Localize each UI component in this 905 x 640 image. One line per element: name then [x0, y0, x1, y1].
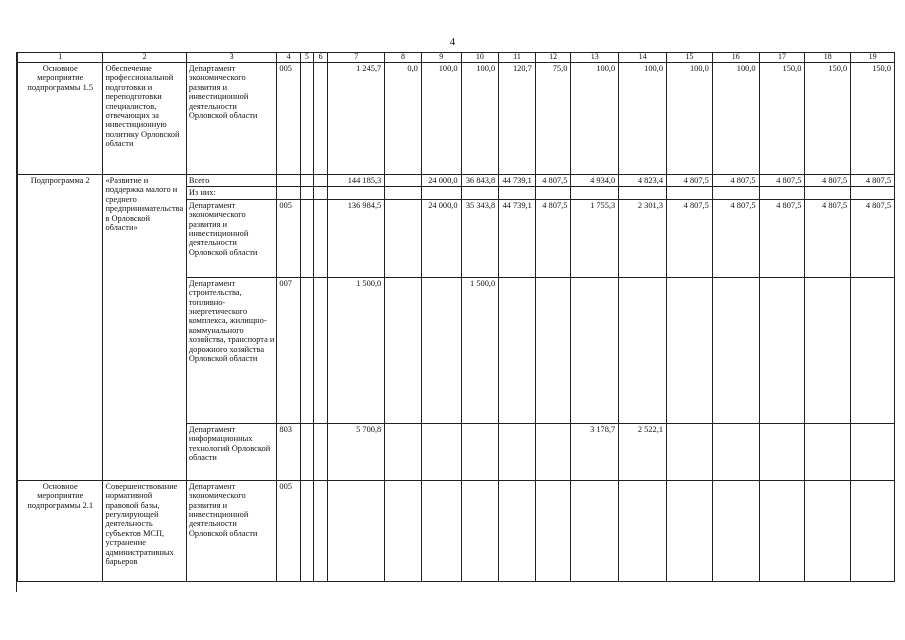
- column-header: 15: [667, 53, 713, 63]
- value-cell: 150,0: [759, 62, 805, 174]
- value-cell: 5 700,8: [328, 423, 385, 480]
- value-cell: 4 807,5: [667, 174, 713, 186]
- value-cell: [385, 199, 422, 277]
- value-cell: [619, 277, 667, 423]
- value-cell: [421, 187, 461, 199]
- value-cell: [712, 423, 759, 480]
- page-number: 4: [449, 36, 456, 48]
- executor-cell: Департамент строительства, топливно-энергетического комплекса, жилищно-коммунального хозяйства, транспорта и дорожного хозяйства Орловской области: [186, 277, 277, 423]
- value-cell: 35 343,8: [461, 199, 499, 277]
- value-cell: 2 522,1: [619, 423, 667, 480]
- column-header: 9: [421, 53, 461, 63]
- executor-cell: Департамент экономического развития и инвестиционной деятельности Орловской области: [186, 199, 277, 277]
- value-cell: [385, 174, 422, 186]
- column-header: 19: [851, 53, 895, 63]
- value-cell: [421, 480, 461, 581]
- value-cell: [712, 187, 759, 199]
- executor-cell: Департамент экономического развития и инвестиционной деятельности Орловской области: [186, 480, 277, 581]
- value-cell: [851, 187, 895, 199]
- program-cell: Основное мероприятие подпрограммы 2.1: [18, 480, 103, 581]
- value-cell: [328, 187, 385, 199]
- value-cell: [851, 423, 895, 480]
- column-header: 10: [461, 53, 499, 63]
- value-cell: [667, 277, 713, 423]
- value-cell: [759, 480, 805, 581]
- value-cell: [421, 423, 461, 480]
- value-cell: [571, 277, 619, 423]
- value-cell: 24 000,0: [421, 174, 461, 186]
- value-cell: [535, 187, 571, 199]
- program-name-cell: Совершенствование нормативной правовой базы, регулирующей деятельность субъектов МСП, устранение административных барьеров: [103, 480, 186, 581]
- column-header: 16: [712, 53, 759, 63]
- code-cell: [314, 62, 328, 174]
- value-cell: 4 807,5: [851, 174, 895, 186]
- column-header: 5: [300, 53, 313, 63]
- code-cell: [314, 480, 328, 581]
- value-cell: 4 807,5: [851, 199, 895, 277]
- value-cell: 100,0: [571, 62, 619, 174]
- executor-cell: Всего: [186, 174, 277, 186]
- value-cell: 1 500,0: [461, 277, 499, 423]
- value-cell: [851, 480, 895, 581]
- budget-table: [17, 52, 895, 582]
- value-cell: [385, 277, 422, 423]
- program-name-cell: «Развитие и поддержка малого и среднего предпринимательства в Орловской области»: [103, 174, 186, 480]
- code-cell: [300, 174, 313, 186]
- code-cell: [300, 187, 313, 199]
- executor-cell: Департамент экономического развития и инвестиционной деятельности Орловской области: [186, 62, 277, 174]
- column-header: 1: [18, 53, 103, 63]
- value-cell: 4 934,0: [571, 174, 619, 186]
- code-cell: 803: [277, 423, 300, 480]
- value-cell: [851, 277, 895, 423]
- value-cell: [421, 277, 461, 423]
- value-cell: [759, 187, 805, 199]
- code-cell: [300, 480, 313, 581]
- value-cell: [712, 277, 759, 423]
- value-cell: [571, 480, 619, 581]
- code-cell: [300, 277, 313, 423]
- value-cell: [499, 277, 536, 423]
- value-cell: 4 807,5: [535, 174, 571, 186]
- value-cell: 100,0: [712, 62, 759, 174]
- program-cell: Основное мероприятие подпрограммы 1.5: [18, 62, 103, 174]
- value-cell: [571, 187, 619, 199]
- value-cell: [461, 480, 499, 581]
- value-cell: [535, 277, 571, 423]
- code-cell: [277, 174, 300, 186]
- page-left-rule: [16, 52, 17, 592]
- value-cell: 4 807,5: [712, 174, 759, 186]
- value-cell: [499, 480, 536, 581]
- column-header: 3: [186, 53, 277, 63]
- value-cell: 1 245,7: [328, 62, 385, 174]
- column-header: 13: [571, 53, 619, 63]
- value-cell: [499, 423, 536, 480]
- value-cell: [535, 480, 571, 581]
- code-cell: [277, 187, 300, 199]
- value-cell: [499, 187, 536, 199]
- code-cell: 005: [277, 199, 300, 277]
- value-cell: 4 807,5: [759, 174, 805, 186]
- code-cell: 005: [277, 480, 300, 581]
- value-cell: [759, 423, 805, 480]
- value-cell: [619, 187, 667, 199]
- value-cell: [535, 423, 571, 480]
- value-cell: 4 807,5: [712, 199, 759, 277]
- code-cell: [300, 423, 313, 480]
- value-cell: [805, 480, 851, 581]
- column-header: 12: [535, 53, 571, 63]
- value-cell: [385, 480, 422, 581]
- value-cell: 44 739,1: [499, 174, 536, 186]
- value-cell: 1 500,0: [328, 277, 385, 423]
- value-cell: [667, 480, 713, 581]
- value-cell: [385, 423, 422, 480]
- table-row: [18, 62, 895, 174]
- value-cell: 4 807,5: [805, 174, 851, 186]
- value-cell: 120,7: [499, 62, 536, 174]
- value-cell: 150,0: [851, 62, 895, 174]
- table-row: [18, 174, 895, 186]
- code-cell: 005: [277, 62, 300, 174]
- value-cell: 150,0: [805, 62, 851, 174]
- value-cell: 4 807,5: [805, 199, 851, 277]
- value-cell: [805, 187, 851, 199]
- value-cell: 75,0: [535, 62, 571, 174]
- value-cell: 4 807,5: [535, 199, 571, 277]
- value-cell: 24 000,0: [421, 199, 461, 277]
- value-cell: [805, 423, 851, 480]
- value-cell: 44 739,1: [499, 199, 536, 277]
- value-cell: [328, 480, 385, 581]
- column-header-row: [18, 53, 895, 63]
- code-cell: [314, 277, 328, 423]
- column-header: 14: [619, 53, 667, 63]
- value-cell: 3 178,7: [571, 423, 619, 480]
- executor-cell: Департамент информационных технологий Орловской области: [186, 423, 277, 480]
- value-cell: [667, 187, 713, 199]
- value-cell: [461, 187, 499, 199]
- value-cell: [461, 423, 499, 480]
- code-cell: [314, 187, 328, 199]
- code-cell: [314, 174, 328, 186]
- column-header: 8: [385, 53, 422, 63]
- value-cell: 36 843,8: [461, 174, 499, 186]
- value-cell: 0,0: [385, 62, 422, 174]
- value-cell: [712, 480, 759, 581]
- column-header: 7: [328, 53, 385, 63]
- value-cell: 2 301,3: [619, 199, 667, 277]
- column-header: 11: [499, 53, 536, 63]
- code-cell: [314, 423, 328, 480]
- value-cell: 100,0: [619, 62, 667, 174]
- value-cell: 4 807,5: [667, 199, 713, 277]
- value-cell: [385, 187, 422, 199]
- column-header: 6: [314, 53, 328, 63]
- value-cell: 100,0: [421, 62, 461, 174]
- column-header: 4: [277, 53, 300, 63]
- value-cell: [805, 277, 851, 423]
- column-header: 18: [805, 53, 851, 63]
- code-cell: 007: [277, 277, 300, 423]
- code-cell: [314, 199, 328, 277]
- value-cell: 4 807,5: [759, 199, 805, 277]
- column-header: 17: [759, 53, 805, 63]
- value-cell: 4 823,4: [619, 174, 667, 186]
- column-header: 2: [103, 53, 186, 63]
- value-cell: 100,0: [461, 62, 499, 174]
- program-name-cell: Обеспечение профессиональной подготовки и переподготовки специалистов, отвечающих за инвестиционную политику Орловской области: [103, 62, 186, 174]
- code-cell: [300, 62, 313, 174]
- value-cell: 1 755,3: [571, 199, 619, 277]
- value-cell: [759, 277, 805, 423]
- value-cell: [619, 480, 667, 581]
- code-cell: [300, 199, 313, 277]
- table-row: [18, 480, 895, 581]
- value-cell: 136 984,5: [328, 199, 385, 277]
- value-cell: 144 185,3: [328, 174, 385, 186]
- program-cell: Подпрограмма 2: [18, 174, 103, 480]
- value-cell: [667, 423, 713, 480]
- executor-cell: Из них:: [186, 187, 277, 199]
- value-cell: 100,0: [667, 62, 713, 174]
